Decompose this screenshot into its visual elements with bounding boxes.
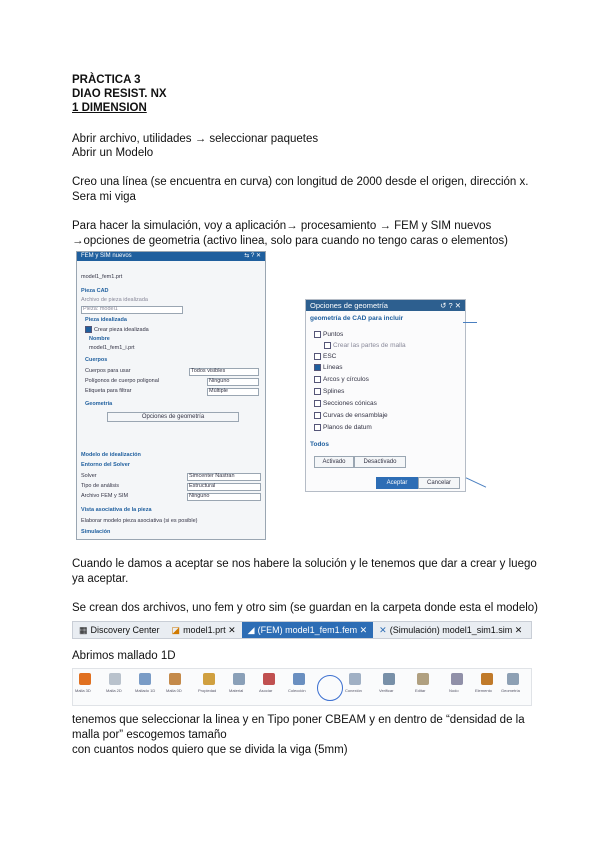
- mesh-3d-icon[interactable]: [79, 673, 91, 685]
- checkbox-label: Puntos: [323, 331, 344, 338]
- property-icon[interactable]: [203, 673, 215, 685]
- file-tab-bar: [72, 621, 532, 639]
- dialog-titlebar: [77, 252, 265, 261]
- checkbox-icon[interactable]: [314, 388, 321, 395]
- section-idealization[interactable]: Modelo de idealización: [81, 452, 141, 458]
- section-assoc[interactable]: Vista asociativa de la pieza: [81, 507, 152, 513]
- ribbon-label: Asociar: [259, 688, 273, 693]
- heading-1d: 1 DIMENSION: [72, 102, 147, 114]
- checkbox-malla[interactable]: [324, 341, 406, 350]
- name-value[interactable]: model1_fem1_i.prt: [89, 345, 135, 351]
- model-filename: model1_fem1.prt: [81, 274, 123, 280]
- paragraph-line: ya aceptar.: [72, 573, 129, 585]
- checkbox-label: Crear las partes de malla: [333, 342, 406, 349]
- field-label: Etiqueta para filtrar: [85, 388, 132, 394]
- checkbox-esc[interactable]: [314, 352, 336, 361]
- tab-label: (FEM) model1_fem1.fem: [257, 625, 358, 635]
- dialog-titlebar: [306, 300, 465, 311]
- title-course: DIAO RESIST. NX: [72, 88, 167, 100]
- accept-button[interactable]: Aceptar: [376, 477, 418, 489]
- paragraph-line: malla por” escogemos tamaño: [72, 729, 227, 741]
- checkbox-create-idealized[interactable]: [85, 326, 261, 333]
- annotation-line: [466, 477, 486, 487]
- paragraph-line: Sera mi viga: [72, 191, 136, 203]
- paragraph-line: Abrir un Modelo: [72, 147, 154, 159]
- ribbon-label: Malla 3D: [75, 688, 91, 693]
- paragraph-line: tenemos que seleccionar la linea y en Tipo poner CBEAM y en dentro de “densidad de la: [72, 714, 525, 726]
- assoc-icon[interactable]: [263, 673, 275, 685]
- checkbox-curvas[interactable]: [314, 411, 388, 420]
- discovery-icon: ▦: [79, 624, 88, 635]
- part-select-value: Pieza: model1: [83, 306, 118, 312]
- field-label: Tipo de análisis: [81, 483, 120, 489]
- checkbox-icon[interactable]: [314, 364, 321, 371]
- paragraph-line: Para hacer la simulación, voy a aplicación→ procesamiento → FEM y SIM nuevos: [72, 220, 492, 232]
- tab-model-prt[interactable]: [166, 622, 242, 638]
- section-bodies[interactable]: Cuerpos: [85, 357, 108, 363]
- paragraph-line: Se crean dos archivos, uno fem y otro sim (se guardan en la carpeta donde esta el modelo): [72, 602, 539, 614]
- tab-label: Discovery Center: [90, 625, 160, 635]
- geometry-options-dialog: [305, 299, 466, 492]
- checkbox-datum[interactable]: [314, 423, 372, 432]
- field-value: Todos visibles: [191, 368, 226, 374]
- field-value: Simcenter Nastran: [189, 473, 235, 479]
- field-label: Archivo FEM y SIM: [81, 493, 129, 499]
- paragraph-line: Abrir archivo, utilidades → seleccionar paquetes: [72, 133, 319, 145]
- element-icon[interactable]: [481, 673, 493, 685]
- tab-discovery-center[interactable]: [73, 622, 166, 638]
- ribbon-label: Material: [229, 688, 244, 693]
- field-label: Solver: [81, 473, 97, 479]
- ribbon-label: Geometría: [501, 688, 520, 693]
- checkbox-label: Líneas: [323, 364, 343, 371]
- ribbon-label: Malla 0D: [166, 688, 182, 693]
- edit-icon[interactable]: [417, 673, 429, 685]
- section-idealized[interactable]: Pieza idealizada: [85, 317, 127, 323]
- ribbon-label: Editar: [415, 688, 426, 693]
- checkbox-arcos[interactable]: [314, 375, 369, 384]
- close-icon[interactable]: ✕: [359, 624, 368, 635]
- ribbon-label: Conexión: [345, 688, 362, 693]
- close-icon[interactable]: ✕: [228, 624, 236, 635]
- window-controls-icon[interactable]: ⇆ ? ✕: [244, 253, 261, 259]
- tab-label: model1.prt: [183, 625, 226, 635]
- checkbox-puntos[interactable]: [314, 330, 343, 339]
- annotation-circle: [317, 675, 343, 701]
- checkbox-lineas[interactable]: [314, 363, 343, 372]
- annotation-line: [463, 322, 477, 323]
- connection-icon[interactable]: [349, 673, 361, 685]
- title-practica: PRÀCTICA 3: [72, 74, 141, 86]
- tab-sim[interactable]: [373, 622, 528, 638]
- section-geometry[interactable]: Geometría: [85, 401, 113, 407]
- deactivate-all-button[interactable]: Desactivado: [354, 456, 406, 468]
- checkbox-icon[interactable]: [314, 376, 321, 383]
- checkbox-label: Arcos y círculos: [323, 376, 369, 383]
- verify-icon[interactable]: [383, 673, 395, 685]
- field-value: Ninguno: [189, 493, 210, 499]
- geometry-options-button[interactable]: Opciones de geometría: [107, 412, 239, 422]
- option-idealized-file[interactable]: Archivo de pieza idealizada: [81, 297, 148, 303]
- checkbox-label: Crear pieza idealizada: [94, 326, 149, 333]
- checkbox-icon[interactable]: [314, 424, 321, 431]
- tab-fem[interactable]: [242, 622, 374, 638]
- paragraph-line: Abrimos mallado 1D: [72, 650, 176, 662]
- field-value: Múltiple: [209, 388, 228, 394]
- checkbox-label: Curvas de ensamblaje: [323, 412, 388, 419]
- section-todos[interactable]: Todos: [310, 441, 330, 448]
- close-icon[interactable]: ✕: [514, 624, 523, 635]
- checkbox-conicas[interactable]: [314, 399, 377, 408]
- ribbon-label: Nodo: [449, 688, 459, 693]
- field-label: Cuerpos para usar: [85, 368, 131, 374]
- dialog-title: FEM y SIM nuevos: [81, 253, 132, 259]
- ribbon-label: Mallado 1D: [135, 688, 156, 693]
- checkbox-icon[interactable]: [324, 342, 331, 349]
- checkbox-label: ESC: [323, 353, 337, 360]
- checkbox-label: Secciones cónicas: [323, 400, 377, 407]
- paragraph-line: Cuando le damos a aceptar se nos habere la solución y le tenemos que dar a crear y luego: [72, 558, 537, 570]
- mesh-ribbon: [72, 668, 532, 706]
- checkbox-label: Planos de datum: [323, 424, 372, 431]
- dialog-title: Opciones de geometría: [310, 301, 388, 310]
- activate-all-button[interactable]: Activado: [314, 456, 354, 468]
- tab-label: (Simulación) model1_sim1.sim: [389, 625, 513, 635]
- window-controls-icon[interactable]: ↺ ? ✕: [440, 301, 461, 310]
- mesh-2d-icon[interactable]: [109, 673, 121, 685]
- node-icon[interactable]: [451, 673, 463, 685]
- ribbon-label: Elemento: [475, 688, 492, 693]
- material-icon[interactable]: [233, 673, 245, 685]
- field-value: Ninguno: [209, 378, 230, 384]
- ribbon-label: Malla 2D: [106, 688, 122, 693]
- ribbon-label: Verificar: [379, 688, 394, 693]
- section-solver[interactable]: Entorno del Solver: [81, 462, 130, 468]
- ribbon-label: Propiedad: [198, 688, 217, 693]
- mesh-1d-icon[interactable]: [139, 673, 151, 685]
- checkbox-icon[interactable]: [314, 353, 321, 360]
- section-simulation[interactable]: Simulación: [81, 529, 111, 535]
- mesh-0d-icon[interactable]: [169, 673, 181, 685]
- field-value: Estructural: [189, 483, 216, 489]
- checkbox-label: Splines: [323, 388, 345, 395]
- collection-icon[interactable]: [293, 673, 305, 685]
- sim-file-icon: ✕: [379, 624, 387, 635]
- section-pieza-cad[interactable]: Pieza CAD: [81, 288, 109, 294]
- checkbox-splines[interactable]: [314, 387, 344, 396]
- assoc-text: Elaborar modelo pieza asociativa (si es posible): [81, 518, 198, 524]
- part-file-icon: ◪: [171, 624, 181, 635]
- geometry-icon[interactable]: [507, 673, 519, 685]
- checkbox-icon[interactable]: [314, 400, 321, 407]
- paragraph-line: con cuantos nodos quiero que se divida la viga (5mm): [72, 744, 348, 756]
- checkbox-icon[interactable]: [314, 331, 321, 338]
- field-label: Polígonos de cuerpo poligonal: [85, 378, 160, 384]
- paragraph-line: →opciones de geometria (activo linea, solo para cuando no tengo caras o elementos): [72, 235, 508, 247]
- section-name[interactable]: Nombre: [89, 336, 110, 342]
- cancel-button[interactable]: Cancelar: [418, 477, 460, 489]
- paragraph-line: Creo una línea (se encuentra en curva) con longitud de 2000 desde el origen, dirección x.: [72, 176, 529, 188]
- checkbox-icon[interactable]: [314, 412, 321, 419]
- checkbox-icon[interactable]: [85, 326, 92, 333]
- fem-file-icon: ◢: [247, 624, 255, 635]
- ribbon-label: Colección: [288, 688, 306, 693]
- section-cad-geometry[interactable]: geometría de CAD para incluir: [310, 315, 404, 322]
- fem-sim-dialog: [76, 251, 266, 540]
